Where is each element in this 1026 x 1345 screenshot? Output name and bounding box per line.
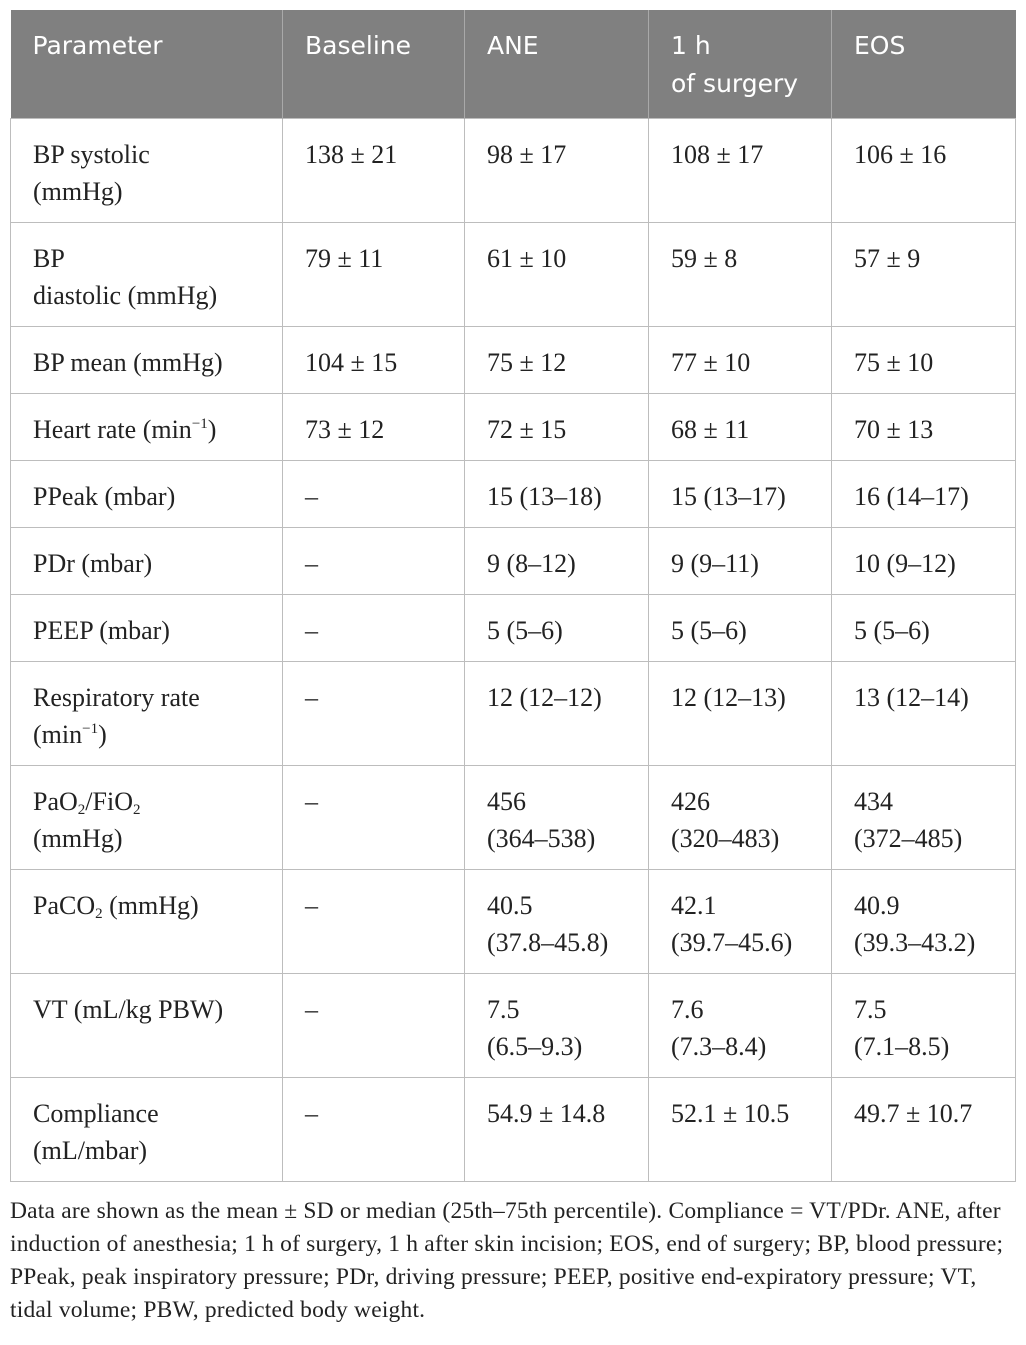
cell-eos: 49.7 ± 10.7 bbox=[832, 1078, 1016, 1182]
table-row bbox=[11, 974, 1016, 1078]
cell-eos: 40.9 (39.3–43.2) bbox=[832, 870, 1016, 974]
superscript: −1 bbox=[191, 416, 208, 432]
cell-eos: 10 (9–12) bbox=[832, 528, 1016, 595]
parameter-text: PPeak (mbar) bbox=[33, 482, 176, 511]
cell-1h-surgery: 7.6 (7.3–8.4) bbox=[649, 974, 832, 1078]
cell-parameter bbox=[11, 1078, 283, 1182]
table-row bbox=[11, 327, 1016, 394]
cell-parameter bbox=[11, 974, 283, 1078]
parameter-text: PaO bbox=[33, 787, 78, 816]
parameter-text: Respiratory rate (min bbox=[33, 683, 200, 749]
cell-baseline: – bbox=[283, 766, 465, 870]
cell-ane: 12 (12–12) bbox=[465, 662, 649, 766]
cell-eos: 434 (372–485) bbox=[832, 766, 1016, 870]
cell-eos: 106 ± 16 bbox=[832, 119, 1016, 223]
table-row bbox=[11, 119, 1016, 223]
cell-parameter bbox=[11, 528, 283, 595]
cell-1h-surgery: 108 ± 17 bbox=[649, 119, 832, 223]
data-table bbox=[10, 10, 1016, 1182]
cell-eos: 13 (12–14) bbox=[832, 662, 1016, 766]
parameter-text: BP diastolic (mmHg) bbox=[33, 244, 218, 310]
header-1h-surgery: 1 h of surgery bbox=[649, 10, 832, 119]
cell-ane: 456 (364–538) bbox=[465, 766, 649, 870]
cell-parameter bbox=[11, 394, 283, 461]
header-ane: ANE bbox=[465, 10, 649, 119]
cell-baseline: – bbox=[283, 870, 465, 974]
parameter-text: Heart rate (min bbox=[33, 415, 192, 444]
cell-baseline: 73 ± 12 bbox=[283, 394, 465, 461]
parameter-text: ) bbox=[98, 720, 107, 749]
parameter-text: Compliance (mL/mbar) bbox=[33, 1099, 159, 1165]
subscript: 2 bbox=[95, 906, 103, 922]
cell-ane: 40.5 (37.8–45.8) bbox=[465, 870, 649, 974]
header-eos: EOS bbox=[832, 10, 1016, 119]
cell-1h-surgery: 52.1 ± 10.5 bbox=[649, 1078, 832, 1182]
cell-1h-surgery: 426 (320–483) bbox=[649, 766, 832, 870]
cell-eos: 70 ± 13 bbox=[832, 394, 1016, 461]
cell-eos: 57 ± 9 bbox=[832, 223, 1016, 327]
cell-1h-surgery: 68 ± 11 bbox=[649, 394, 832, 461]
cell-parameter bbox=[11, 595, 283, 662]
table-row bbox=[11, 223, 1016, 327]
parameter-text: PaCO bbox=[33, 891, 96, 920]
table-body bbox=[11, 119, 1016, 1182]
subscript: 2 bbox=[77, 802, 86, 818]
header-parameter: Parameter bbox=[11, 10, 283, 119]
cell-parameter bbox=[11, 870, 283, 974]
parameter-text: VT (mL/kg PBW) bbox=[33, 995, 224, 1024]
cell-1h-surgery: 59 ± 8 bbox=[649, 223, 832, 327]
cell-baseline: – bbox=[283, 974, 465, 1078]
table-row bbox=[11, 528, 1016, 595]
table-row bbox=[11, 766, 1016, 870]
cell-parameter bbox=[11, 461, 283, 528]
cell-parameter bbox=[11, 119, 283, 223]
cell-baseline: – bbox=[283, 461, 465, 528]
parameter-text: ) bbox=[207, 415, 217, 444]
cell-1h-surgery: 12 (12–13) bbox=[649, 662, 832, 766]
cell-baseline: 79 ± 11 bbox=[283, 223, 465, 327]
table-row bbox=[11, 662, 1016, 766]
table-footnote: Data are shown as the mean ± SD or median (25th–75th percentile). Compliance = VT/PDr. ANE, after induction of anesthesia; 1 h of surgery, 1 h after skin incision; EOS, end of surgery; BP, blood pressure; PPeak, peak inspiratory pressure; PDr, driving pressure; PEEP, positive end-expiratory pressure; VT, tidal volume; PBW, predicted body weight. bbox=[10, 1198, 1004, 1323]
cell-ane: 15 (13–18) bbox=[465, 461, 649, 528]
cell-baseline: – bbox=[283, 662, 465, 766]
cell-baseline: – bbox=[283, 528, 465, 595]
table-row bbox=[11, 595, 1016, 662]
table-header bbox=[11, 10, 1016, 119]
cell-parameter bbox=[11, 766, 283, 870]
cell-ane: 61 ± 10 bbox=[465, 223, 649, 327]
cell-baseline: – bbox=[283, 1078, 465, 1182]
cell-ane: 9 (8–12) bbox=[465, 528, 649, 595]
cell-ane: 54.9 ± 14.8 bbox=[465, 1078, 649, 1182]
cell-1h-surgery: 9 (9–11) bbox=[649, 528, 832, 595]
cell-parameter bbox=[11, 662, 283, 766]
cell-eos: 5 (5–6) bbox=[832, 595, 1016, 662]
parameter-text: PEEP (mbar) bbox=[33, 616, 170, 645]
superscript: −1 bbox=[82, 721, 99, 737]
parameter-text: (mmHg) bbox=[102, 891, 199, 920]
cell-ane: 72 ± 15 bbox=[465, 394, 649, 461]
table-container bbox=[10, 10, 1015, 1182]
parameter-text: /FiO bbox=[85, 787, 133, 816]
parameter-text: PDr (mbar) bbox=[33, 549, 153, 578]
cell-baseline: – bbox=[283, 595, 465, 662]
cell-ane: 98 ± 17 bbox=[465, 119, 649, 223]
cell-1h-surgery: 42.1 (39.7–45.6) bbox=[649, 870, 832, 974]
cell-ane: 75 ± 12 bbox=[465, 327, 649, 394]
cell-1h-surgery: 15 (13–17) bbox=[649, 461, 832, 528]
cell-1h-surgery: 5 (5–6) bbox=[649, 595, 832, 662]
cell-1h-surgery: 77 ± 10 bbox=[649, 327, 832, 394]
parameter-text: (mmHg) bbox=[33, 824, 123, 853]
subscript: 2 bbox=[132, 802, 141, 818]
cell-baseline: 104 ± 15 bbox=[283, 327, 465, 394]
parameter-text: BP systolic (mmHg) bbox=[33, 140, 150, 206]
parameter-text: BP mean (mmHg) bbox=[33, 348, 223, 377]
table-row bbox=[11, 870, 1016, 974]
header-baseline: Baseline bbox=[283, 10, 465, 119]
table-row bbox=[11, 1078, 1016, 1182]
table-row bbox=[11, 461, 1016, 528]
cell-ane: 7.5 (6.5–9.3) bbox=[465, 974, 649, 1078]
table-row bbox=[11, 394, 1016, 461]
cell-parameter bbox=[11, 223, 283, 327]
cell-eos: 75 ± 10 bbox=[832, 327, 1016, 394]
cell-eos: 7.5 (7.1–8.5) bbox=[832, 974, 1016, 1078]
cell-parameter bbox=[11, 327, 283, 394]
cell-ane: 5 (5–6) bbox=[465, 595, 649, 662]
header-row bbox=[11, 10, 1016, 119]
cell-baseline: 138 ± 21 bbox=[283, 119, 465, 223]
cell-eos: 16 (14–17) bbox=[832, 461, 1016, 528]
